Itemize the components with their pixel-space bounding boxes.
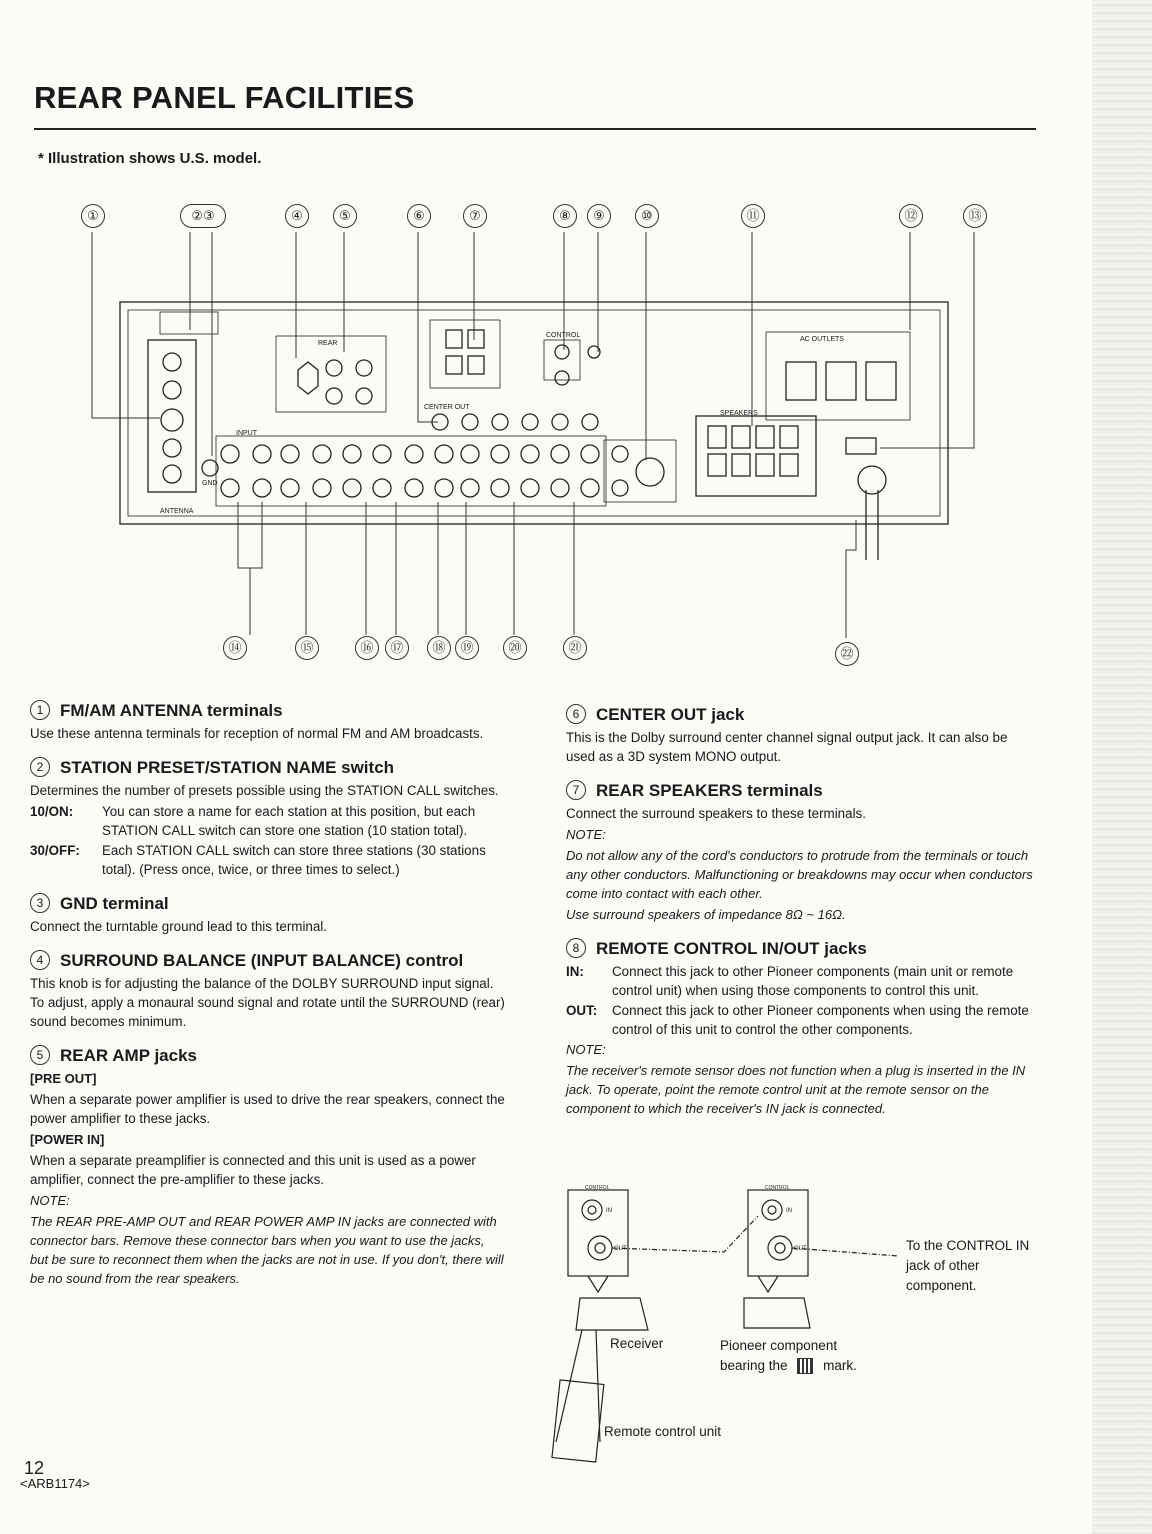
section-number: 2 xyxy=(30,757,50,777)
connection-diagram xyxy=(548,1180,1048,1470)
definition-value: Connect this jack to other Pioneer components when using the remote control of this unit to control the other components. xyxy=(612,1003,1029,1037)
section-title: SURROUND BALANCE (INPUT BALANCE) control xyxy=(60,950,464,970)
section-number: 4 xyxy=(30,950,50,970)
antenna-block xyxy=(148,340,196,492)
note-text: Do not allow any of the cord's conductors to protrude from the terminals or touch any other conductors. Malfunctioning or breakdowns may occur when conductors come into contact with each other. xyxy=(566,848,1033,901)
section-number: 8 xyxy=(566,938,586,958)
jack-out-label: OUT xyxy=(614,1246,627,1252)
control-label: CONTROL xyxy=(585,1185,610,1191)
section-title: REAR SPEAKERS terminals xyxy=(596,780,823,800)
section-number: 1 xyxy=(30,700,50,720)
title-rule xyxy=(34,128,1036,130)
note-text: The REAR PRE-AMP OUT and REAR POWER AMP IN jacks are connected with connector bars. Remove these connector bars when you want to use the jacks, but be sure to reconnect them when the jacks are not in use. If you don't, there will be no sound from the rear speakers. xyxy=(30,1214,504,1286)
label-speakers: SPEAKERS xyxy=(720,410,758,417)
definition-value: Each STATION CALL switch can store three stations (30 stations total). (Press once, twice, or three times to select.) xyxy=(102,843,486,877)
remote-control-label: Remote control unit xyxy=(604,1424,722,1439)
callout-16: ⑯ xyxy=(355,636,379,660)
section-surround-balance xyxy=(30,950,506,1031)
note-heading: NOTE: xyxy=(566,1042,606,1057)
sr-mark-icon xyxy=(797,1358,813,1374)
callout-15: ⑮ xyxy=(295,636,319,660)
definition-row xyxy=(566,962,1038,1000)
section-title: GND terminal xyxy=(60,893,169,913)
section-body: This knob is for adjusting the balance of the DOLBY SURROUND input signal. To adjust, apply a monaural sound signal and rotate until the SURROUND (rear) sound becomes minimum. xyxy=(30,976,505,1029)
mark-text: mark. xyxy=(823,1358,857,1373)
jack-out-label-2: OUT xyxy=(794,1246,807,1252)
definition-row xyxy=(566,1001,1038,1039)
section-remote-control xyxy=(566,938,1038,1118)
rear-panel-figure xyxy=(0,190,1152,680)
label-input: INPUT xyxy=(236,430,257,437)
section-title: FM/AM ANTENNA terminals xyxy=(60,700,283,720)
pioneer-component-label: Pioneer component xyxy=(720,1338,838,1353)
callout-7: ⑦ xyxy=(463,204,487,228)
label-antenna: ANTENNA xyxy=(160,508,194,515)
definition-key: IN: xyxy=(566,964,584,979)
callout-8: ⑧ xyxy=(553,204,577,228)
callout-2-3: ②③ xyxy=(180,204,226,228)
definition-value: Connect this jack to other Pioneer components (main unit or remote control unit) when using those components to control this unit. xyxy=(612,964,1014,998)
bearing-label xyxy=(720,1356,857,1376)
page-number: 12 xyxy=(24,1458,45,1478)
callout-13: ⑬ xyxy=(963,204,987,228)
section-title: STATION PRESET/STATION NAME switch xyxy=(60,757,395,777)
section-center-out xyxy=(566,704,1038,766)
callout-18: ⑱ xyxy=(427,636,451,660)
callout-20: ⑳ xyxy=(503,636,527,660)
label-rear: REAR xyxy=(318,340,338,347)
bearing-text: bearing the xyxy=(720,1358,788,1373)
callout-10: ⑩ xyxy=(635,204,659,228)
definition-key: OUT: xyxy=(566,1003,598,1018)
callout-5: ⑤ xyxy=(333,204,357,228)
definition-key: 30/OFF: xyxy=(30,843,80,858)
section-body: Connect the turntable ground lead to this terminal. xyxy=(30,919,328,934)
callout-11: ⑪ xyxy=(741,204,765,228)
label-ac-outlets: AC OUTLETS xyxy=(800,336,844,343)
subheading-power-in: [POWER IN] xyxy=(30,1132,105,1147)
section-number: 3 xyxy=(30,893,50,913)
to-control-label: To the CONTROL IN jack of other component. xyxy=(906,1238,1030,1293)
callout-9: ⑨ xyxy=(587,204,611,228)
section-number: 6 xyxy=(566,704,586,724)
callout-12: ⑫ xyxy=(899,204,923,228)
control-label-2: CONTROL xyxy=(765,1185,790,1191)
section-body: Connect the surround speakers to these terminals. xyxy=(566,806,866,821)
note-heading: NOTE: xyxy=(30,1193,70,1208)
label-control: CONTROL xyxy=(546,332,581,339)
section-number: 5 xyxy=(30,1045,50,1065)
callout-19: ⑲ xyxy=(455,636,479,660)
section-title: REAR AMP jacks xyxy=(60,1045,197,1065)
section-body: Use these antenna terminals for reception of normal FM and AM broadcasts. xyxy=(30,726,484,741)
callout-4: ④ xyxy=(285,204,309,228)
section-fm-am-antenna xyxy=(30,700,506,743)
section-title: CENTER OUT jack xyxy=(596,704,745,724)
illustration-note: * Illustration shows U.S. model. xyxy=(38,150,262,167)
callout-21: ㉑ xyxy=(563,636,587,660)
callout-14: ⑭ xyxy=(223,636,247,660)
label-gnd: GND xyxy=(202,480,218,487)
section-number: 7 xyxy=(566,780,586,800)
definition-key: 10/ON: xyxy=(30,804,74,819)
note-text-impedance: Use surround speakers of impedance 8Ω ~ 16Ω. xyxy=(566,907,846,922)
callout-6: ⑥ xyxy=(407,204,431,228)
document-code: <ARB1174> xyxy=(20,1476,90,1491)
callout-22: ㉒ xyxy=(835,642,859,666)
section-title: REMOTE CONTROL IN/OUT jacks xyxy=(596,938,867,958)
left-column xyxy=(30,700,506,1302)
note-text: The receiver's remote sensor does not function when a plug is inserted in the IN jack. To operate, point the remote control unit at the remote sensor on the component to which the receiver's IN jack is connected. xyxy=(566,1063,1026,1116)
callout-17: ⑰ xyxy=(385,636,409,660)
subheading-pre-out: [PRE OUT] xyxy=(30,1071,97,1086)
page-title: REAR PANEL FACILITIES xyxy=(34,80,415,115)
label-center-out: CENTER OUT xyxy=(424,404,470,411)
section-body: This is the Dolby surround center channel signal output jack. It can also be used as a 3D system MONO output. xyxy=(566,730,1008,764)
section-gnd-terminal xyxy=(30,893,506,936)
definition-value: You can store a name for each station at this position, but each STATION CALL switch can store one station (10 station total). xyxy=(102,804,476,838)
jack-in-label: IN xyxy=(606,1208,612,1214)
section-station-preset xyxy=(30,757,506,879)
definition-row xyxy=(30,802,506,840)
callout-1: ① xyxy=(81,204,105,228)
section-body: Determines the number of presets possible using the STATION CALL switches. xyxy=(30,783,499,798)
section-body: When a separate power amplifier is used to drive the rear speakers, connect the power amplifier to these jacks. xyxy=(30,1092,505,1126)
note-heading: NOTE: xyxy=(566,827,606,842)
jack-in-label-2: IN xyxy=(786,1208,792,1214)
right-column xyxy=(566,704,1038,1132)
section-rear-amp-jacks xyxy=(30,1045,506,1288)
section-rear-speakers xyxy=(566,780,1038,924)
definition-row xyxy=(30,841,506,879)
section-body: When a separate preamplifier is connected and this unit is used as a power amplifier, connect the pre-amplifier to these jacks. xyxy=(30,1153,476,1187)
rear-panel-svg xyxy=(0,190,1152,680)
receiver-label: Receiver xyxy=(610,1336,664,1351)
